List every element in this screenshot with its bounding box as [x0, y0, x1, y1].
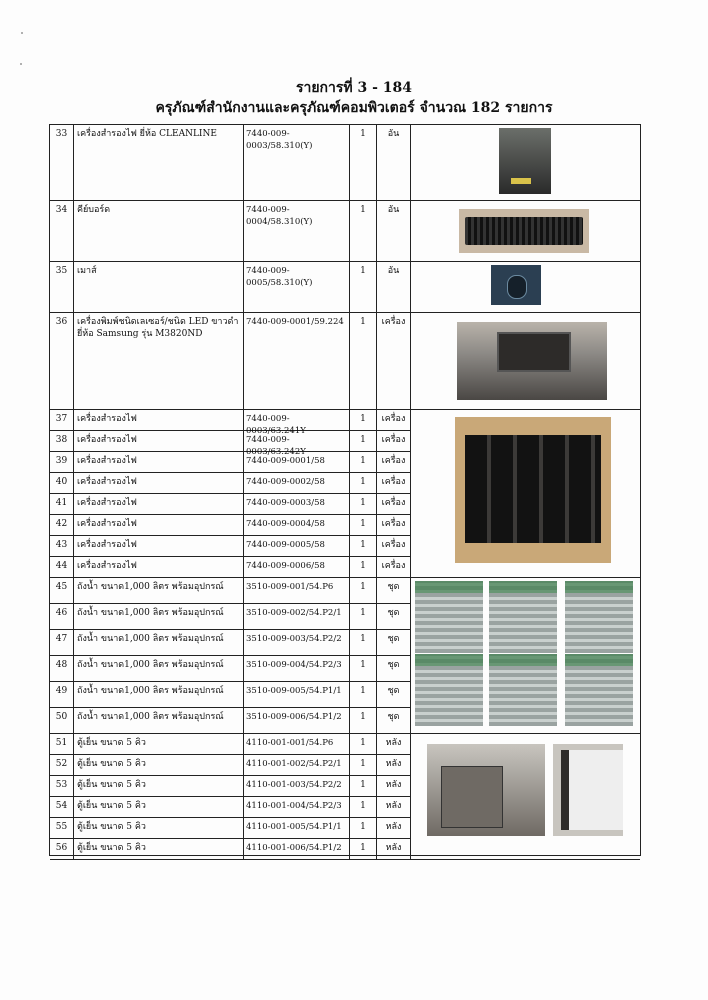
item-unit: เครื่อง [377, 410, 411, 430]
item-name: เครื่องพิมพ์ชนิดเลเซอร์/ชนิด LED ขาวดำ ยี่ห้อ Samsung รุ่น M3820ND [74, 313, 244, 409]
item-quantity: 1 [350, 494, 377, 514]
item-code: 3510-009-004/54.P2/3 [244, 656, 350, 681]
ups-photo [499, 128, 551, 194]
item-name: เครื่องสำรองไฟ [74, 452, 244, 472]
item-quantity: 1 [350, 410, 377, 430]
item-quantity: 1 [350, 452, 377, 472]
table-row [50, 776, 411, 797]
table-row [50, 201, 411, 262]
item-code: 4110-001-005/54.P1/1 [244, 818, 350, 838]
item-number: 38 [50, 431, 74, 451]
item-code: 7440-009-0003/58.310(Y) [244, 125, 350, 200]
item-unit: เครื่อง [377, 494, 411, 514]
ups-group-photo [455, 417, 611, 563]
item-number: 36 [50, 313, 74, 409]
item-quantity: 1 [350, 201, 377, 261]
item-quantity: 1 [350, 708, 377, 733]
table-row [50, 410, 411, 436]
item-code: 7440-009-0005/58.310(Y) [244, 262, 350, 312]
item-number: 52 [50, 755, 74, 775]
item-number: 33 [50, 125, 74, 200]
item-quantity: 1 [350, 578, 377, 603]
item-number: 53 [50, 776, 74, 796]
item-name: เครื่องสำรองไฟ [74, 515, 244, 535]
photo-cell [411, 734, 640, 860]
item-quantity: 1 [350, 473, 377, 493]
water-tank-photo [489, 654, 557, 726]
item-quantity: 1 [350, 262, 377, 312]
item-unit: เครื่อง [377, 515, 411, 535]
item-number: 56 [50, 839, 74, 859]
item-unit: หลัง [377, 776, 411, 796]
item-name: เครื่องสำรองไฟ [74, 494, 244, 514]
item-quantity: 1 [350, 839, 377, 859]
item-code: 7440-009-0006/58 [244, 557, 350, 577]
item-number: 49 [50, 682, 74, 707]
item-name: ตู้เย็น ขนาด 5 คิว [74, 755, 244, 775]
item-code: 7440-009-0004/58.310(Y) [244, 201, 350, 261]
table-row [50, 682, 411, 708]
item-name: คีย์บอร์ด [74, 201, 244, 261]
table-row [50, 656, 411, 682]
item-quantity: 1 [350, 125, 377, 200]
table-row [50, 262, 411, 313]
item-name: ตู้เย็น ขนาด 5 คิว [74, 734, 244, 754]
table-row [50, 313, 411, 410]
item-code: 3510-009-006/54.P1/2 [244, 708, 350, 733]
item-code: 4110-001-001/54.P6 [244, 734, 350, 754]
item-unit: ชุด [377, 656, 411, 681]
photo-cell [411, 125, 640, 201]
item-unit: อัน [377, 201, 411, 261]
item-name: ถังน้ำ ขนาด1,000 ลิตร พร้อมอุปกรณ์ [74, 604, 244, 629]
item-name: เครื่องสำรองไฟ [74, 557, 244, 577]
item-quantity: 1 [350, 797, 377, 817]
item-quantity: 1 [350, 776, 377, 796]
item-code: 4110-001-004/54.P2/3 [244, 797, 350, 817]
item-name: ตู้เย็น ขนาด 5 คิว [74, 776, 244, 796]
table-row [50, 604, 411, 630]
item-code: 7440-009-0003/63.242Y [244, 431, 350, 451]
table-row [50, 557, 411, 578]
refrigerator-photo [553, 744, 623, 836]
item-quantity: 1 [350, 656, 377, 681]
item-unit: เครื่อง [377, 557, 411, 577]
item-name: เครื่องสำรองไฟ ยี่ห้อ CLEANLINE [74, 125, 244, 200]
item-unit: หลัง [377, 818, 411, 838]
item-name: เครื่องสำรองไฟ [74, 473, 244, 493]
item-number: 39 [50, 452, 74, 472]
item-name: ถังน้ำ ขนาด1,000 ลิตร พร้อมอุปกรณ์ [74, 708, 244, 733]
keyboard-photo [459, 209, 589, 253]
item-code: 7440-009-0004/58 [244, 515, 350, 535]
item-quantity: 1 [350, 630, 377, 655]
item-unit: ชุด [377, 630, 411, 655]
item-unit: ชุด [377, 682, 411, 707]
item-unit: เครื่อง [377, 313, 411, 409]
table-row [50, 473, 411, 494]
item-name: ถังน้ำ ขนาด1,000 ลิตร พร้อมอุปกรณ์ [74, 578, 244, 603]
item-quantity: 1 [350, 818, 377, 838]
item-number: 46 [50, 604, 74, 629]
water-tank-photo [565, 654, 633, 726]
table-row [50, 734, 411, 755]
item-name: ถังน้ำ ขนาด1,000 ลิตร พร้อมอุปกรณ์ [74, 682, 244, 707]
item-quantity: 1 [350, 313, 377, 409]
item-unit: หลัง [377, 755, 411, 775]
item-code: 3510-009-001/54.P6 [244, 578, 350, 603]
item-name: เครื่องสำรองไฟ [74, 536, 244, 556]
item-name: เครื่องสำรองไฟ [74, 431, 244, 451]
item-code: 7440-009-0003/63.241Y [244, 410, 350, 430]
item-number: 42 [50, 515, 74, 535]
item-code: 7440-009-0001/59.224 [244, 313, 350, 409]
mouse-photo [491, 265, 541, 305]
table-row [50, 630, 411, 656]
photo-cell [411, 410, 640, 578]
table-row [50, 125, 411, 201]
item-number: 34 [50, 201, 74, 261]
item-quantity: 1 [350, 682, 377, 707]
photo-cell [411, 201, 640, 262]
inventory-table [49, 124, 641, 856]
item-name: ถังน้ำ ขนาด1,000 ลิตร พร้อมอุปกรณ์ [74, 630, 244, 655]
document-title: รายการที่ 3 - 184 [295, 80, 413, 96]
table-row [50, 839, 411, 860]
table-row [50, 536, 411, 557]
table-row [50, 755, 411, 776]
item-name: เครื่องสำรองไฟ [74, 410, 244, 430]
item-quantity: 1 [350, 557, 377, 577]
water-tank-photo [415, 654, 483, 726]
item-unit: อัน [377, 125, 411, 200]
table-row [50, 708, 411, 734]
table-row [50, 515, 411, 536]
item-code: 7440-009-0003/58 [244, 494, 350, 514]
photo-cell [411, 262, 640, 313]
item-code: 7440-009-0002/58 [244, 473, 350, 493]
item-number: 41 [50, 494, 74, 514]
water-tank-photo [565, 581, 633, 653]
printer-photo [457, 322, 607, 400]
item-code: 3510-009-003/54.P2/2 [244, 630, 350, 655]
item-number: 35 [50, 262, 74, 312]
item-name: เมาส์ [74, 262, 244, 312]
item-quantity: 1 [350, 755, 377, 775]
item-code: 4110-001-003/54.P2/2 [244, 776, 350, 796]
item-quantity: 1 [350, 431, 377, 451]
item-unit: เครื่อง [377, 473, 411, 493]
table-row [50, 578, 411, 604]
photo-cell [411, 313, 640, 410]
scan-speck [21, 32, 23, 34]
item-name: ตู้เย็น ขนาด 5 คิว [74, 839, 244, 859]
photo-cell [411, 578, 640, 734]
item-unit: เครื่อง [377, 536, 411, 556]
scan-speck [20, 63, 22, 65]
item-number: 48 [50, 656, 74, 681]
item-unit: หลัง [377, 839, 411, 859]
item-number: 45 [50, 578, 74, 603]
table-row [50, 818, 411, 839]
item-quantity: 1 [350, 734, 377, 754]
item-number: 44 [50, 557, 74, 577]
item-unit: หลัง [377, 734, 411, 754]
item-number: 43 [50, 536, 74, 556]
item-unit: เครื่อง [377, 452, 411, 472]
water-tank-photo [415, 581, 483, 653]
item-unit: อัน [377, 262, 411, 312]
table-row [50, 431, 411, 457]
item-code: 3510-009-005/54.P1/1 [244, 682, 350, 707]
item-name: ถังน้ำ ขนาด1,000 ลิตร พร้อมอุปกรณ์ [74, 656, 244, 681]
table-row [50, 494, 411, 515]
item-number: 47 [50, 630, 74, 655]
table-row [50, 452, 411, 473]
water-tank-photo [489, 581, 557, 653]
item-code: 7440-009-0001/58 [244, 452, 350, 472]
item-unit: เครื่อง [377, 431, 411, 451]
item-number: 40 [50, 473, 74, 493]
item-code: 3510-009-002/54.P2/1 [244, 604, 350, 629]
item-code: 4110-001-002/54.P2/1 [244, 755, 350, 775]
item-code: 7440-009-0005/58 [244, 536, 350, 556]
item-number: 55 [50, 818, 74, 838]
item-number: 54 [50, 797, 74, 817]
item-name: ตู้เย็น ขนาด 5 คิว [74, 818, 244, 838]
item-quantity: 1 [350, 604, 377, 629]
document-subtitle: ครุภัณฑ์สำนักงานและครุภัณฑ์คอมพิวเตอร์ จำนวณ 182 รายการ [155, 100, 553, 116]
item-unit: ชุด [377, 578, 411, 603]
item-number: 50 [50, 708, 74, 733]
item-unit: ชุด [377, 708, 411, 733]
table-row [50, 797, 411, 818]
item-number: 51 [50, 734, 74, 754]
refrigerator-photo [427, 744, 545, 836]
item-name: ตู้เย็น ขนาด 5 คิว [74, 797, 244, 817]
item-quantity: 1 [350, 536, 377, 556]
item-unit: ชุด [377, 604, 411, 629]
item-unit: หลัง [377, 797, 411, 817]
item-quantity: 1 [350, 515, 377, 535]
item-number: 37 [50, 410, 74, 430]
item-code: 4110-001-006/54.P1/2 [244, 839, 350, 859]
